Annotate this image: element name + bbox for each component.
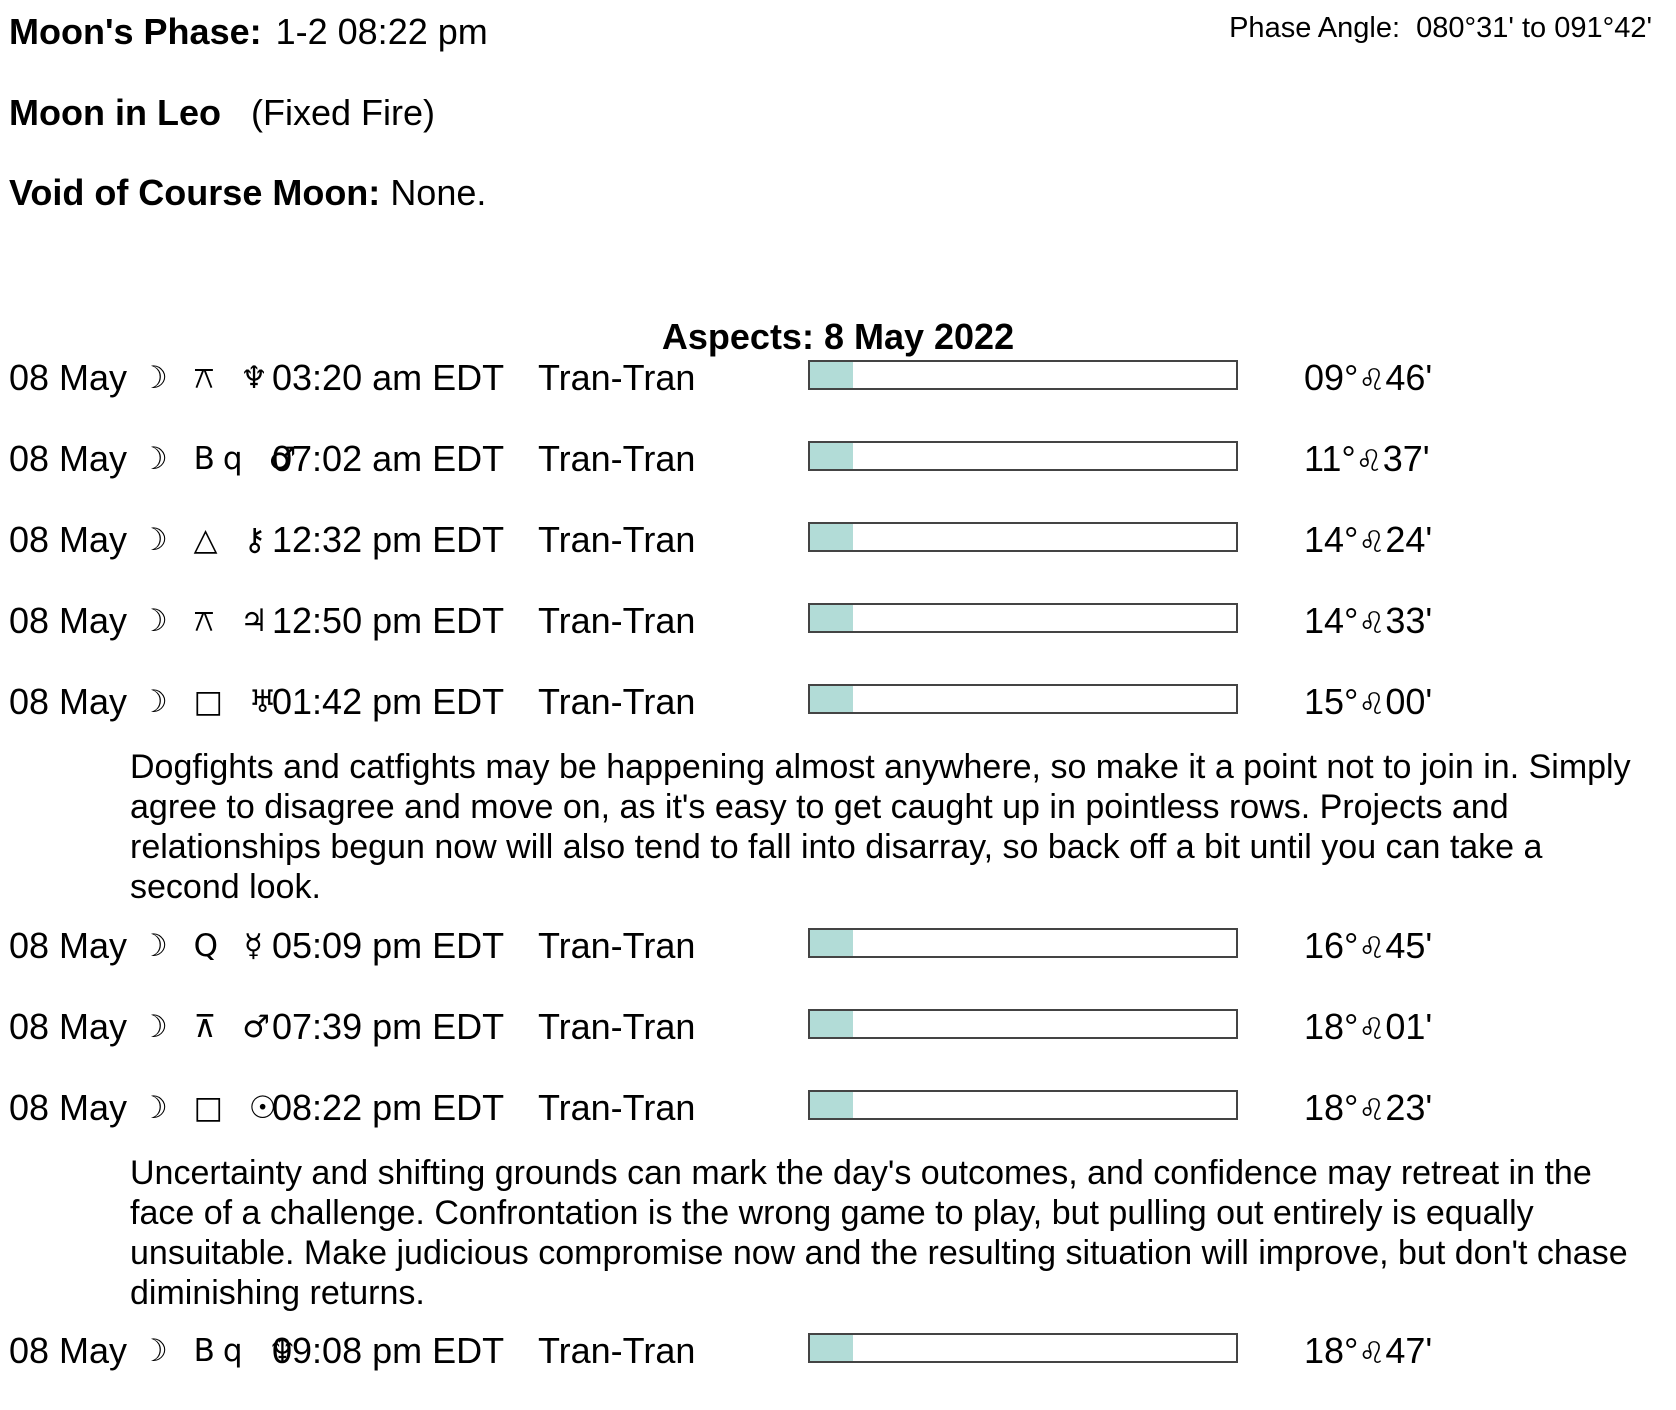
aspect-minutes: 01' <box>1385 1006 1433 1047</box>
aspect-glyphs: ☽ ⚻ ♆ <box>140 360 276 396</box>
aspect-glyphs: ☽ ⚻ ♃ <box>140 603 276 639</box>
aspect-minutes: 33' <box>1385 600 1433 641</box>
leo-sign-icon: ♌ <box>1358 525 1386 560</box>
aspect-strength-bar <box>808 1009 1238 1039</box>
aspect-strength-bar <box>808 441 1238 471</box>
aspect-time: 12:32 pm EDT <box>272 519 505 560</box>
aspect-type: Tran-Tran <box>538 1087 696 1128</box>
leo-sign-icon: ♌ <box>1358 606 1386 641</box>
aspect-row <box>0 1086 1676 1130</box>
void-of-course-label: Void of Course Moon: <box>9 172 381 213</box>
aspect-glyphs: ☽ □ ☉ <box>140 1090 285 1126</box>
moon-phase-value: 1-2 08:22 pm <box>275 11 488 52</box>
aspect-type: Tran-Tran <box>538 1330 696 1371</box>
moon-phase-label: Moon's Phase: <box>9 11 262 52</box>
aspect-position <box>1304 1005 1432 1052</box>
moon-phase-line <box>9 11 488 52</box>
aspect-strength-bar <box>808 360 1238 390</box>
aspect-interpretation: Uncertainty and shifting grounds can mark the day's outcomes, and confidence may retreat in the face of a challenge. Confrontation is the wrong game to play, but pulling out entirely is equally unsuitable. Make judicious compromise now and the resulting situation will improve, but don't chase diminishing returns. <box>130 1154 1628 1312</box>
aspect-strength-bar <box>808 684 1238 714</box>
leo-sign-icon: ♌ <box>1358 687 1386 722</box>
aspect-row <box>0 356 1676 400</box>
aspect-degree: 14° <box>1304 519 1359 560</box>
aspect-row <box>0 1005 1676 1049</box>
leo-sign-icon: ♌ <box>1358 1336 1386 1371</box>
aspect-degree: 18° <box>1304 1330 1359 1371</box>
aspect-position <box>1304 924 1432 971</box>
aspect-strength-bar <box>808 603 1238 633</box>
aspect-glyphs: ☽ △ ⚷ <box>140 522 275 558</box>
aspect-row <box>0 518 1676 562</box>
aspect-degree: 18° <box>1304 1006 1359 1047</box>
aspect-row <box>0 437 1676 481</box>
moon-sign-label: Moon in Leo <box>9 92 221 133</box>
aspect-type: Tran-Tran <box>538 438 696 479</box>
leo-sign-icon: ♌ <box>1358 1093 1386 1128</box>
aspect-minutes: 23' <box>1385 1087 1433 1128</box>
aspect-glyphs: ☽ Bq ♂ <box>140 441 305 477</box>
aspect-time: 07:39 pm EDT <box>272 1006 505 1047</box>
aspect-strength-bar <box>808 1090 1238 1120</box>
aspect-position <box>1304 437 1430 484</box>
aspect-date: 08 May <box>9 1087 128 1128</box>
aspect-position <box>1304 1329 1432 1376</box>
aspect-glyphs: ☽ Q ☿ <box>140 928 271 964</box>
aspect-type: Tran-Tran <box>538 681 696 722</box>
aspect-date: 08 May <box>9 438 128 479</box>
aspect-type: Tran-Tran <box>538 925 696 966</box>
aspect-strength-fill <box>810 443 853 469</box>
aspect-row <box>0 680 1676 724</box>
aspect-date: 08 May <box>9 1330 128 1371</box>
aspect-strength-fill <box>810 362 853 388</box>
moon-sign-line <box>9 92 435 133</box>
aspect-degree: 15° <box>1304 681 1359 722</box>
aspect-position <box>1304 356 1432 403</box>
phase-angle-value: 080°31' to 091°42' <box>1416 12 1652 44</box>
aspect-time: 05:09 pm EDT <box>272 925 505 966</box>
leo-sign-icon: ♌ <box>1358 931 1386 966</box>
aspect-degree: 09° <box>1304 357 1359 398</box>
aspect-date: 08 May <box>9 357 128 398</box>
aspect-glyphs: ☽ □ ♅ <box>140 684 285 720</box>
aspect-date: 08 May <box>9 681 128 722</box>
void-of-course-value: None. <box>390 172 487 213</box>
leo-sign-icon: ♌ <box>1358 1012 1386 1047</box>
phase-angle-label: Phase Angle: <box>1229 12 1401 44</box>
aspect-type: Tran-Tran <box>538 1006 696 1047</box>
aspect-time: 12:50 pm EDT <box>272 600 505 641</box>
aspect-type: Tran-Tran <box>538 519 696 560</box>
aspect-position <box>1304 1086 1432 1133</box>
aspect-minutes: 45' <box>1385 925 1433 966</box>
aspect-degree: 18° <box>1304 1087 1359 1128</box>
aspect-time: 07:02 am EDT <box>272 438 505 479</box>
phase-angle <box>1229 12 1652 45</box>
aspect-strength-fill <box>810 1011 853 1037</box>
aspect-strength-fill <box>810 686 853 712</box>
leo-sign-icon: ♌ <box>1355 444 1383 479</box>
aspect-strength-bar <box>808 522 1238 552</box>
aspect-degree: 16° <box>1304 925 1359 966</box>
aspect-strength-fill <box>810 524 853 550</box>
aspect-strength-fill <box>810 930 853 956</box>
aspects-title: Aspects: 8 May 2022 <box>661 316 1015 357</box>
aspect-glyphs: ☽ Bq ♆ <box>140 1333 305 1369</box>
aspect-date: 08 May <box>9 600 128 641</box>
aspect-strength-fill <box>810 605 853 631</box>
leo-sign-icon: ♌ <box>1358 363 1386 398</box>
aspect-minutes: 24' <box>1385 519 1433 560</box>
aspect-time: 09:08 pm EDT <box>272 1330 505 1371</box>
aspect-interpretation: Dogfights and catfights may be happening almost anywhere, so make it a point not to join in. Simply agree to disagree and move on, as it's easy to get caught up in pointless rows. Projects and relationships begun now will also tend to fall into disarray, so back off a bit until you can take a second look. <box>130 748 1631 906</box>
void-of-course-line <box>9 172 487 213</box>
aspect-time: 08:22 pm EDT <box>272 1087 505 1128</box>
aspect-date: 08 May <box>9 1006 128 1047</box>
aspect-date: 08 May <box>9 925 128 966</box>
aspect-glyphs: ☽ ⊼ ♂ <box>140 1009 278 1045</box>
moon-sign-value: (Fixed Fire) <box>250 92 435 133</box>
aspect-strength-bar <box>808 1333 1238 1363</box>
aspect-row <box>0 599 1676 643</box>
aspect-position <box>1304 680 1432 727</box>
aspect-minutes: 47' <box>1385 1330 1433 1371</box>
aspect-degree: 14° <box>1304 600 1359 641</box>
aspect-strength-bar <box>808 928 1238 958</box>
aspect-strength-fill <box>810 1092 853 1118</box>
aspect-strength-fill <box>810 1335 853 1361</box>
aspect-type: Tran-Tran <box>538 357 696 398</box>
aspect-time: 01:42 pm EDT <box>272 681 505 722</box>
aspect-time: 03:20 am EDT <box>272 357 505 398</box>
aspect-date: 08 May <box>9 519 128 560</box>
aspect-minutes: 37' <box>1382 438 1430 479</box>
aspect-minutes: 46' <box>1385 357 1433 398</box>
aspect-row <box>0 924 1676 968</box>
aspect-minutes: 00' <box>1385 681 1433 722</box>
aspect-position <box>1304 599 1432 646</box>
aspect-position <box>1304 518 1432 565</box>
aspect-row <box>0 1329 1676 1373</box>
aspect-type: Tran-Tran <box>538 600 696 641</box>
aspect-degree: 11° <box>1304 438 1356 479</box>
